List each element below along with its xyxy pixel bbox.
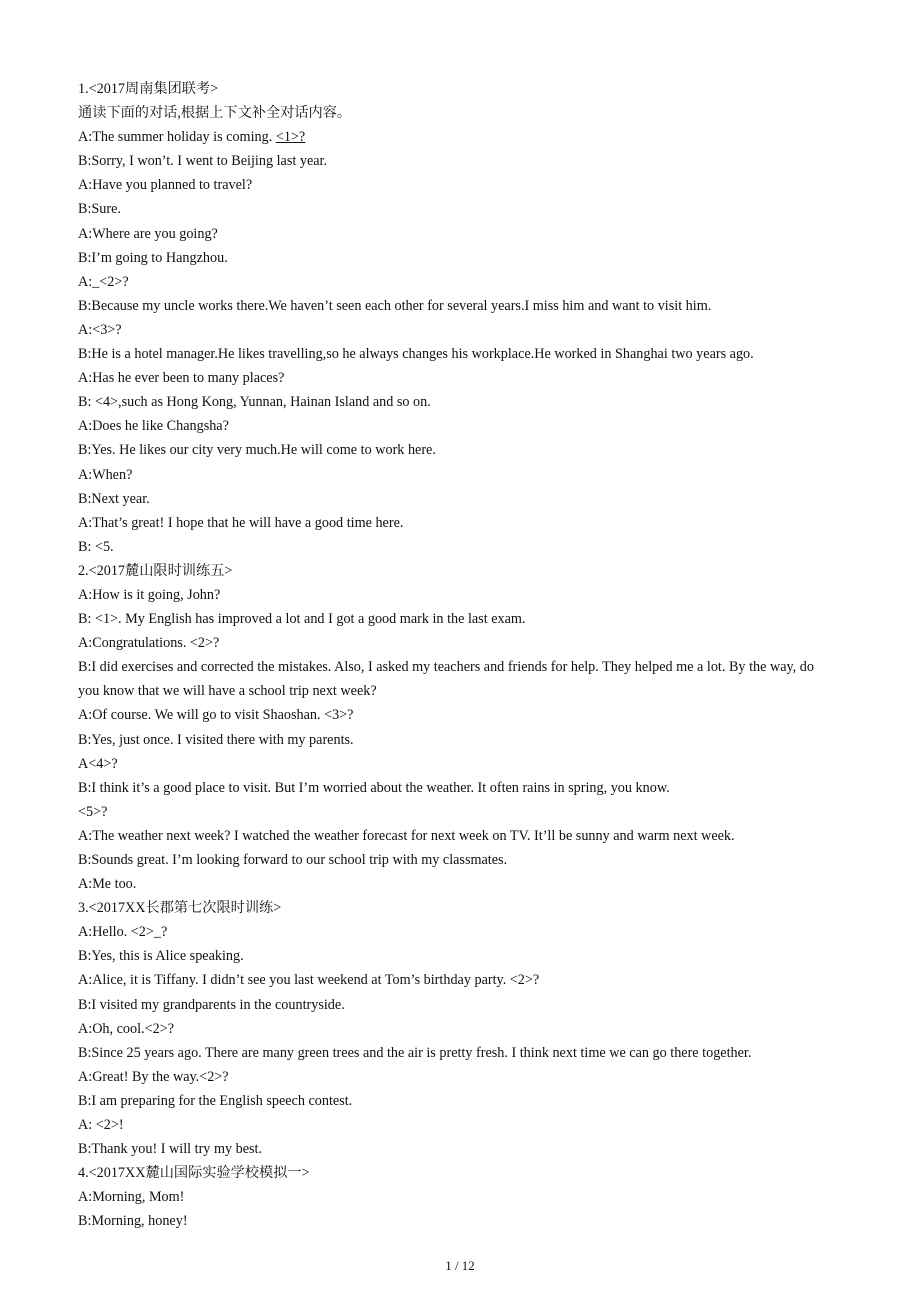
- dialogue-line: A:_<2>?: [78, 273, 129, 290]
- dialogue-line: B:Yes, just once. I visited there with my parents.: [78, 731, 354, 748]
- dialogue-line: A:Alice, it is Tiffany. I didn’t see you last weekend at Tom’s birthday party. <2>?: [78, 972, 540, 989]
- dialogue-line: [78, 125, 838, 149]
- dialogue-line: A:Have you planned to travel?: [78, 177, 253, 194]
- dialogue-line: B:Thank you! I will try my best.: [78, 1141, 263, 1158]
- dialogue-line: B:Yes, this is Alice speaking.: [78, 948, 244, 965]
- dialogue-line: B:Since 25 years ago. There are many green trees and the air is pretty fresh. I think next time we can go there together.: [78, 1044, 752, 1061]
- dialogue-line: B:Because my uncle works there.We haven’t seen each other for several years.I miss him and want to visit him.: [78, 297, 712, 314]
- dialogue-line: A:How is it going, John?: [78, 586, 221, 603]
- dialogue-line: B:Yes. He likes our city very much.He will come to work here.: [78, 442, 436, 459]
- dialogue-line: A:<3>?: [78, 321, 122, 338]
- dialogue-line: B: <4>,such as Hong Kong, Yunnan, Hainan Island and so on.: [78, 394, 431, 411]
- dialogue-line: A: <2>!: [78, 1117, 124, 1134]
- dialogue-line: B:I visited my grandparents in the countryside.: [78, 996, 345, 1013]
- instruction-text: 通读下面的对话,根据上下文补全对话内容。: [78, 105, 352, 122]
- dialogue-line: B: <5.: [78, 538, 114, 555]
- dialogue-text: A:The summer holiday is coming.: [78, 129, 276, 146]
- dialogue-line: A:Where are you going?: [78, 225, 218, 242]
- dialogue-line: A:Congratulations. <2>?: [78, 635, 220, 652]
- dialogue-line: B:Sorry, I won’t. I went to Beijing last year.: [78, 153, 328, 170]
- dialogue-line: A:Hello. <2>_?: [78, 924, 168, 941]
- dialogue-line: B:I am preparing for the English speech contest.: [78, 1092, 353, 1109]
- dialogue-line: B: <1>. My English has improved a lot and I got a good mark in the last exam.: [78, 611, 526, 628]
- dialogue-line: A:Has he ever been to many places?: [78, 370, 285, 387]
- dialogue-line: A:Me too.: [78, 876, 137, 893]
- section-heading-3: 3.<2017XX长郡第七次限时训练>: [78, 900, 282, 917]
- dialogue-line: B:Next year.: [78, 490, 150, 507]
- dialogue-line: B:Sounds great. I’m looking forward to our school trip with my classmates.: [78, 852, 508, 868]
- dialogue-line: B:Sure.: [78, 201, 121, 218]
- dialogue-line: B:I’m going to Hangzhou.: [78, 249, 228, 266]
- blank-marker: <1>?: [275, 129, 306, 146]
- dialogue-line: A:That’s great! I hope that he will have a good time here.: [78, 514, 404, 531]
- dialogue-line: A:Oh, cool.<2>?: [78, 1020, 174, 1037]
- dialogue-line: A:Great! By the way.<2>?: [78, 1068, 229, 1085]
- dialogue-line: A:Of course. We will go to visit Shaoshan. <3>?: [78, 707, 354, 724]
- document-body: [78, 77, 838, 1234]
- section-heading-4: 4.<2017XX麓山国际实验学校模拟一>: [78, 1165, 310, 1182]
- dialogue-line: <5>?: [78, 803, 108, 820]
- dialogue-line: B:He is a hotel manager.He likes travelling,so he always changes his workplace.He worked in Shanghai two years ago.: [78, 346, 754, 363]
- dialogue-line: B:Morning, honey!: [78, 1213, 188, 1230]
- dialogue-line: A:Morning, Mom!: [78, 1189, 185, 1206]
- dialogue-line: A:Does he like Changsha?: [78, 418, 229, 435]
- dialogue-line: B:I did exercises and corrected the mistakes. Also, I asked my teachers and friends for help. They helped me a lot. By the way, do you know that we will have a school trip next week?: [78, 659, 814, 700]
- dialogue-line: A<4>?: [78, 755, 118, 772]
- dialogue-line: B:I think it’s a good place to visit. But I’m worried about the weather. It often rains in spring, you know.: [78, 779, 670, 796]
- dialogue-line: A:When?: [78, 466, 133, 483]
- section-heading-2: 2.<2017麓山限时训练五>: [78, 562, 233, 579]
- dialogue-line: A:The weather next week? I watched the weather forecast for next week on TV. It’ll be sunny and warm next week.: [78, 827, 735, 844]
- page-number: 1 / 12: [445, 1258, 475, 1273]
- section-heading-1: 1.<2017周南集团联考>: [78, 81, 219, 97]
